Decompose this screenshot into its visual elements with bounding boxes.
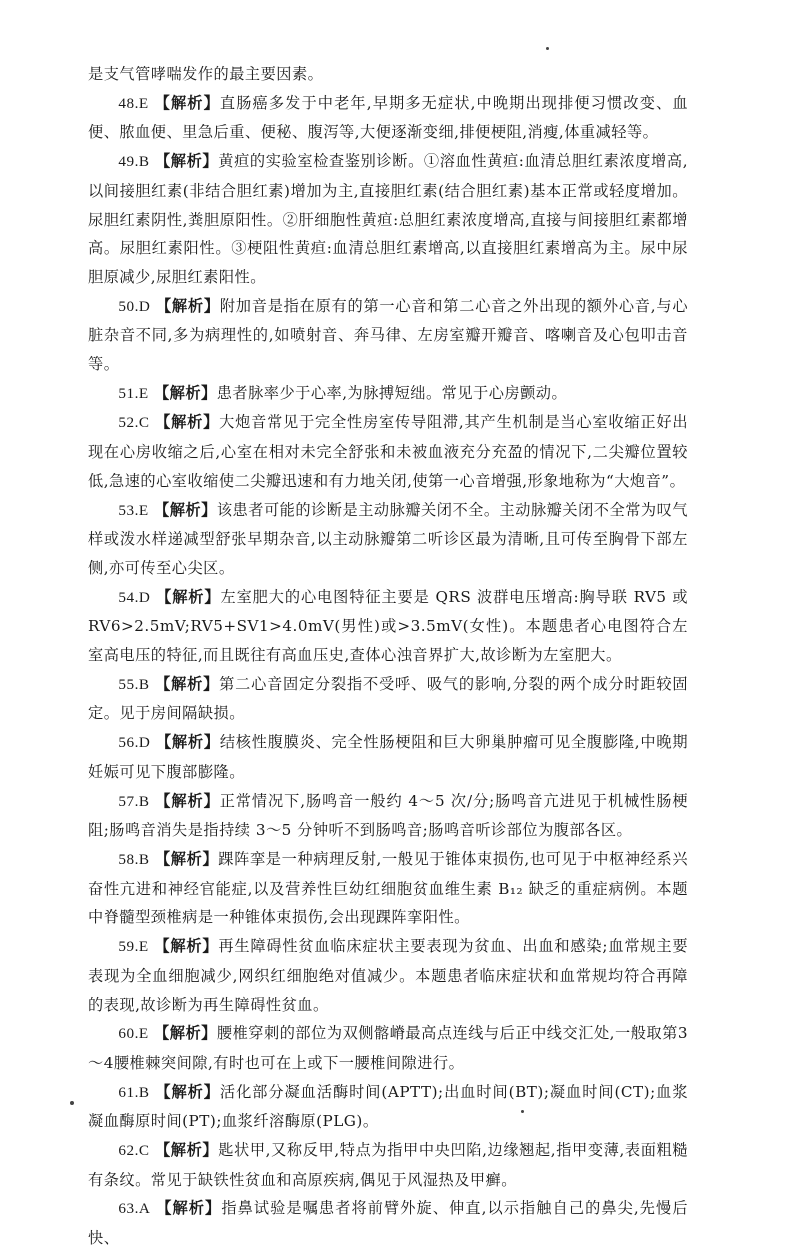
- explanation-list: [88, 89, 688, 1253]
- answer-number: 57.B: [118, 792, 150, 810]
- explanation-item: [88, 670, 688, 728]
- analysis-tag: 【解析】: [154, 849, 219, 868]
- analysis-tag: 【解析】: [154, 1024, 217, 1043]
- analysis-tag: 【解析】: [154, 500, 217, 519]
- explanation-item: [88, 292, 688, 379]
- explanation-text: 患者脉率少于心率,为脉搏短绌。常见于心房颤动。: [216, 383, 568, 402]
- continuation-text: 是支气管哮喘发作的最主要因素。: [88, 65, 324, 83]
- answer-number: 50.D: [118, 297, 151, 315]
- analysis-tag: 【解析】: [155, 733, 220, 752]
- explanation-text: 再生障碍性贫血临床症状主要表现为贫血、出血和感染;血常规主要表现为全血细胞减少,网织红细胞绝对值减少。本题患者临床症状和血常规均符合再障的表现,故诊断为再生障碍性贫血。: [88, 937, 689, 1014]
- explanation-item: [88, 845, 688, 932]
- explanation-text: 大炮音常见于完全性房室传导阻滞,其产生机制是当心室收缩正好出现在心房收缩之后,心室在相对未完全舒张和未被血液充分充盈的情况下,二尖瓣位置较低,急速的心室收缩使二尖瓣迅速和有力地关闭,使第一心音增强,形象地称为“大炮音”。: [88, 413, 689, 490]
- analysis-tag: 【解析】: [155, 674, 220, 693]
- explanation-item: [88, 408, 688, 495]
- answer-number: 55.B: [118, 675, 150, 693]
- analysis-tag: 【解析】: [155, 791, 220, 810]
- explanation-item: [88, 1194, 688, 1252]
- analysis-tag: 【解析】: [154, 93, 220, 112]
- answer-number: 59.E: [118, 938, 149, 956]
- answer-number: 53.E: [118, 501, 149, 519]
- answer-number: 56.D: [118, 734, 151, 752]
- answer-number: 58.B: [118, 850, 150, 868]
- explanation-item: [88, 147, 688, 292]
- answer-explanations: [88, 60, 688, 1253]
- answer-number: 51.E: [118, 384, 149, 402]
- explanation-text: 指鼻试验是嘱患者将前臂外旋、伸直,以示指触自己的鼻尖,先慢后快、: [88, 1199, 689, 1248]
- explanation-item: [88, 1078, 688, 1136]
- explanation-item: [88, 379, 688, 409]
- explanation-text: 第二心音固定分裂指不受呼、吸气的影响,分裂的两个成分时距较固定。见于房间隔缺损。: [88, 674, 689, 723]
- explanation-item: [88, 89, 688, 147]
- analysis-tag: 【解析】: [154, 937, 219, 956]
- answer-number: 48.E: [118, 94, 149, 112]
- explanation-text: 该患者可能的诊断是主动脉瓣关闭不全。主动脉瓣关闭不全常为叹气样或泼水样递减型舒张早期杂音,以主动脉瓣第二听诊区最为清晰,且可传至胸骨下部左侧,亦可传至心尖区。: [88, 500, 689, 577]
- analysis-tag: 【解析】: [153, 383, 217, 402]
- analysis-tag: 【解析】: [155, 296, 220, 315]
- explanation-item: [88, 932, 688, 1019]
- explanation-text: 黄疸的实验室检查鉴别诊断。①溶血性黄疸:血清总胆红素浓度增高,以间接胆红素(非结合胆红素)增加为主,直接胆红素(结合胆红素)基本正常或轻度增加。尿胆红素阴性,粪胆原阳性。②肝细胞性黄疸:总胆红素浓度增高,直接与间接胆红素都增高。尿胆红素阳性。③梗阻性黄疸:血清总胆红素增高,以直接胆红素增高为主。尿中尿胆原减少,尿胆红素阳性。: [88, 152, 689, 286]
- explanation-text: 腰椎穿刺的部位为双侧髂嵴最高点连线与后正中线交汇处,一般取第3～4腰椎棘突间隙,有时也可在上或下一腰椎间隙进行。: [88, 1024, 689, 1072]
- explanation-item: [88, 1019, 688, 1077]
- scan-speck: [546, 47, 549, 50]
- answer-number: 61.B: [118, 1083, 150, 1101]
- answer-number: 54.D: [118, 588, 151, 606]
- analysis-tag: 【解析】: [156, 1199, 222, 1218]
- scan-speck: [521, 1110, 524, 1113]
- explanation-item: [88, 583, 688, 670]
- explanation-text: 直肠癌多发于中老年,早期多无症状,中晚期出现排便习惯改变、血便、脓血便、里急后重、便秘、腹泻等,大便逐渐变细,排便梗阻,消瘦,体重减轻等。: [88, 93, 689, 142]
- answer-number: 63.A: [118, 1200, 151, 1218]
- explanation-text: 踝阵挛是一种病理反射,一般见于锥体束损伤,也可见于中枢神经系兴奋性亢进和神经官能症,以及营养性巨幼红细胞贫血维生素 B₁₂ 缺乏的重症病例。本题中脊髓型颈椎病是一种锥体束损伤,会出现踝阵挛阳性。: [88, 849, 689, 927]
- analysis-tag: 【解析】: [155, 413, 220, 432]
- analysis-tag: 【解析】: [156, 587, 221, 606]
- explanation-item: [88, 496, 688, 583]
- explanation-text: 正常情况下,肠鸣音一般约 4～5 次/分;肠鸣音亢进见于机械性肠梗阻;肠鸣音消失是指持续 3～5 分钟听不到肠鸣音;肠鸣音听诊部位为腹部各区。: [88, 791, 689, 840]
- analysis-tag: 【解析】: [154, 1141, 219, 1160]
- answer-number: 60.E: [118, 1025, 149, 1043]
- analysis-tag: 【解析】: [154, 152, 219, 171]
- answer-number: 52.C: [118, 414, 150, 432]
- explanation-text: 附加音是指在原有的第一心音和第二心音之外出现的额外心音,与心脏杂音不同,多为病理性的,如喷射音、奔马律、左房室瓣开瓣音、喀喇音及心包叩击音等。: [88, 296, 689, 374]
- explanation-text: 左室肥大的心电图特征主要是 QRS 波群电压增高:胸导联 RV5 或 RV6>2.5mV;RV5+SV1>4.0mV(男性)或>3.5mV(女性)。本题患者心电图符合左室高电压的特征,而且既往有高血压史,查体心浊音界扩大,故诊断为左室肥大。: [88, 587, 689, 665]
- explanation-text: 匙状甲,又称反甲,特点为指甲中央凹陷,边缘翘起,指甲变薄,表面粗糙有条纹。常见于缺铁性贫血和高原疾病,偶见于风湿热及甲癣。: [88, 1141, 689, 1189]
- answer-number: 62.C: [118, 1142, 150, 1160]
- scan-speck: [70, 1101, 74, 1105]
- explanation-text: 活化部分凝血活酶时间(APTT);出血时间(BT);凝血时间(CT);血浆凝血酶原时间(PT);血浆纤溶酶原(PLG)。: [88, 1082, 689, 1131]
- analysis-tag: 【解析】: [155, 1082, 220, 1101]
- explanation-text: 结核性腹膜炎、完全性肠梗阻和巨大卵巢肿瘤可见全腹膨隆,中晚期妊娠可见下腹部膨隆。: [88, 733, 689, 781]
- explanation-item: [88, 728, 688, 786]
- answer-number: 49.B: [118, 153, 150, 171]
- explanation-item: [88, 787, 688, 845]
